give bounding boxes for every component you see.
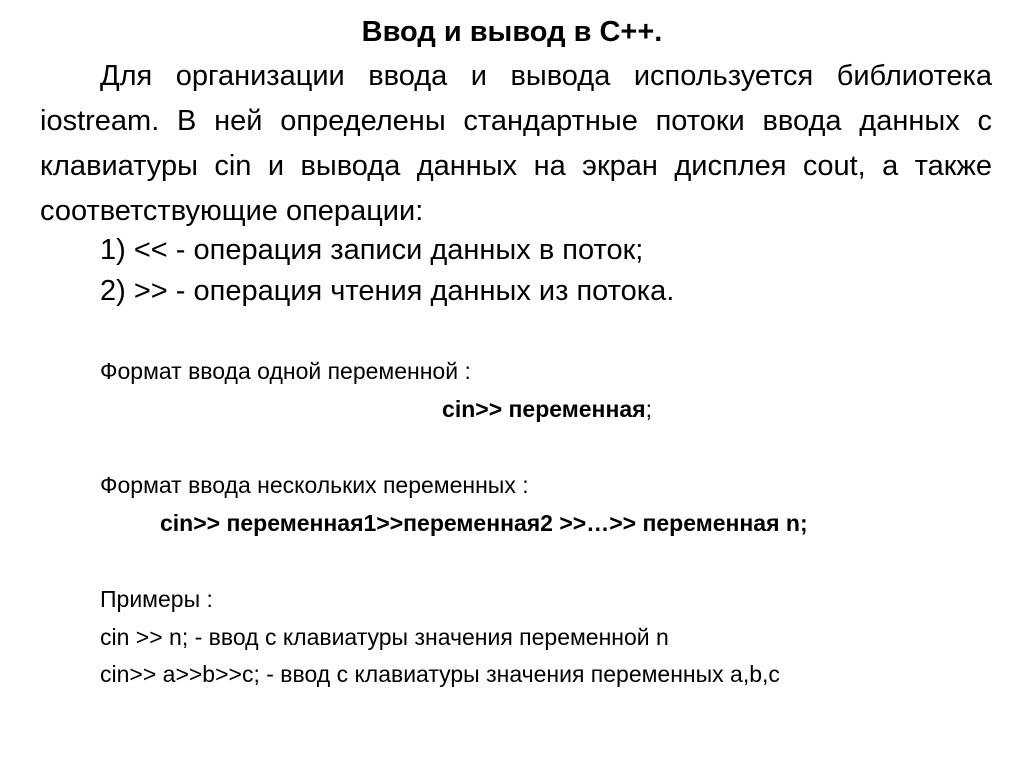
example-line-1: cin >> n; - ввод с клавиатуры значения переменной n bbox=[100, 624, 669, 650]
format-single-code-suffix: ; bbox=[645, 396, 652, 422]
example-line-2: cin>> a>>b>>c; - ввод с клавиатуры значения переменных a,b,c bbox=[100, 661, 780, 687]
format-single-code-text: cin>> переменная bbox=[442, 396, 646, 422]
format-single-code bbox=[0, 394, 1024, 424]
intro-paragraph: Для организации ввода и вывода используется библиотека iostream. В ней определены стандартные потоки ввода данных с клавиатуры cin и вывода данных на экран дисплея cout, а также соответствующие операции: bbox=[40, 60, 992, 227]
format-multi-label: Формат ввода нескольких переменных : bbox=[100, 472, 529, 498]
list-item-read-operation: 2) >> - операция чтения данных из потока. bbox=[100, 275, 675, 307]
slide-title: Ввод и вывод в С++. bbox=[361, 16, 663, 48]
list-item-write-operation: 1) << - операция записи данных в поток; bbox=[100, 234, 644, 266]
format-single-label: Формат ввода одной переменной : bbox=[100, 358, 471, 384]
examples-label: Примеры : bbox=[100, 586, 213, 612]
format-multi-code: cin>> переменная1>>переменная2 >>…>> переменная n; bbox=[160, 510, 808, 536]
